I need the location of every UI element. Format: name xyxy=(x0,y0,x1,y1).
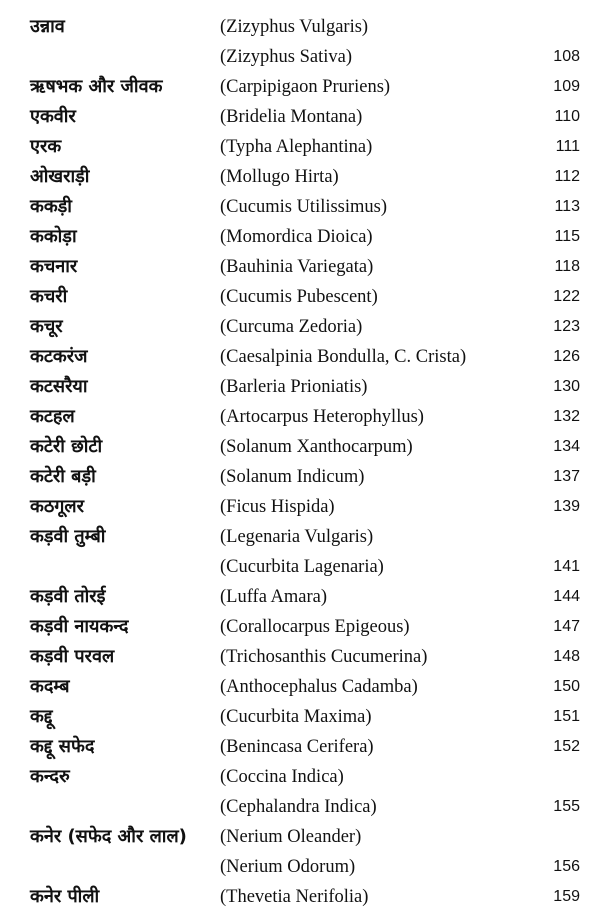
hindi-name: कटेरी छोटी xyxy=(30,436,103,457)
hindi-name: उन्नाव xyxy=(30,16,65,37)
page-number: 147 xyxy=(553,618,580,635)
page-number: 152 xyxy=(553,738,580,755)
index-entry xyxy=(0,852,600,882)
page-number: 159 xyxy=(553,888,580,905)
index-entry xyxy=(0,222,600,252)
index-entry xyxy=(0,492,600,522)
hindi-name: कचूर xyxy=(30,316,63,337)
index-entry xyxy=(0,42,600,72)
index-entry xyxy=(0,792,600,822)
hindi-name: एकवीर xyxy=(30,106,76,127)
index-entry xyxy=(0,822,600,852)
botanical-name: (Cucurbita Lagenaria) xyxy=(220,557,384,577)
page-number: 151 xyxy=(553,708,580,725)
page-number: 115 xyxy=(554,228,580,245)
hindi-name: कनेर (सफेद और लाल) xyxy=(30,826,187,847)
index-entry xyxy=(0,372,600,402)
hindi-name: कड़वी नायकन्द xyxy=(30,616,129,637)
page-number: 112 xyxy=(554,168,580,185)
botanical-name: (Typha Alephantina) xyxy=(220,137,373,157)
page-number: 108 xyxy=(553,48,580,65)
botanical-name: (Luffa Amara) xyxy=(220,587,328,607)
botanical-name: (Nerium Odorum) xyxy=(220,857,356,877)
page-number: 126 xyxy=(553,348,580,365)
botanical-name: (Corallocarpus Epigeous) xyxy=(220,617,410,637)
botanical-name: (Ficus Hispida) xyxy=(220,497,335,517)
page-number: 109 xyxy=(553,78,580,95)
page-number: 144 xyxy=(553,588,580,605)
botanical-name: (Momordica Dioica) xyxy=(220,227,373,247)
hindi-name: कदम्ब xyxy=(30,676,70,697)
hindi-name: कटहल xyxy=(30,406,75,427)
index-entry xyxy=(0,102,600,132)
index-entry xyxy=(0,12,600,42)
index-entry xyxy=(0,342,600,372)
index-entry xyxy=(0,672,600,702)
botanical-name: (Barleria Prioniatis) xyxy=(220,377,368,397)
botanical-name: (Legenaria Vulgaris) xyxy=(220,527,374,547)
index-entry xyxy=(0,732,600,762)
index-entry xyxy=(0,192,600,222)
page-number: 139 xyxy=(553,498,580,515)
hindi-name: कचनार xyxy=(30,256,78,277)
hindi-name: ओखराड़ी xyxy=(30,166,90,187)
page-number: 134 xyxy=(553,438,580,455)
page-number: 113 xyxy=(554,198,580,215)
botanical-name: (Caesalpinia Bondulla, C. Crista) xyxy=(220,347,467,367)
page-number: 132 xyxy=(553,408,580,425)
hindi-name: कटसरैया xyxy=(30,376,88,397)
index-entry xyxy=(0,72,600,102)
botanical-name: (Solanum Xanthocarpum) xyxy=(220,437,413,457)
botanical-name: (Nerium Oleander) xyxy=(220,827,362,847)
botanical-name: (Mollugo Hirta) xyxy=(220,167,339,187)
botanical-name: (Zizyphus Sativa) xyxy=(220,47,353,67)
index-entry xyxy=(0,702,600,732)
hindi-name: कनेर पीली xyxy=(30,886,100,907)
page-number: 150 xyxy=(553,678,580,695)
index-entry xyxy=(0,552,600,582)
hindi-name: कड़वी परवल xyxy=(30,646,115,667)
botanical-name: (Cucumis Pubescent) xyxy=(220,287,378,307)
hindi-name: कटेरी बड़ी xyxy=(30,466,96,487)
botanical-name: (Curcuma Zedoria) xyxy=(220,317,363,337)
botanical-name: (Bridelia Montana) xyxy=(220,107,363,127)
hindi-name: कद्दू xyxy=(30,706,53,727)
botanical-name: (Cucurbita Maxima) xyxy=(220,707,372,727)
index-entry xyxy=(0,522,600,552)
hindi-name: कचरी xyxy=(30,286,68,307)
botanical-name: (Thevetia Nerifolia) xyxy=(220,887,369,907)
index-entry xyxy=(0,462,600,492)
hindi-name: कठगूलर xyxy=(30,496,84,517)
botanical-name: (Artocarpus Heterophyllus) xyxy=(220,407,424,427)
page-number: 118 xyxy=(554,258,580,275)
page-number: 141 xyxy=(553,558,580,575)
page-number: 156 xyxy=(553,858,580,875)
hindi-name: कन्दरु xyxy=(30,766,70,787)
botanical-name: (Benincasa Cerifera) xyxy=(220,737,374,757)
page-number: 110 xyxy=(554,108,580,125)
index-entry xyxy=(0,882,600,912)
index-entry xyxy=(0,162,600,192)
botanical-name: (Coccina Indica) xyxy=(220,767,344,787)
index-entry xyxy=(0,582,600,612)
botanical-name: (Carpipigaon Pruriens) xyxy=(220,77,391,97)
hindi-name: कटकरंज xyxy=(30,346,88,367)
botanical-name: (Cucumis Utilissimus) xyxy=(220,197,388,217)
page-number: 155 xyxy=(553,798,580,815)
index-entry xyxy=(0,642,600,672)
index-entry xyxy=(0,432,600,462)
page-number: 148 xyxy=(553,648,580,665)
hindi-name: कड़वी तुम्बी xyxy=(30,526,106,547)
hindi-name: ककड़ी xyxy=(30,196,72,217)
botanical-name: (Solanum Indicum) xyxy=(220,467,365,487)
page-number: 123 xyxy=(553,318,580,335)
index-entry xyxy=(0,612,600,642)
index-entry xyxy=(0,252,600,282)
page-number: 122 xyxy=(553,288,580,305)
botanical-name: (Anthocephalus Cadamba) xyxy=(220,677,418,697)
hindi-name: कद्दू सफेद xyxy=(30,736,95,757)
botanical-name: (Trichosanthis Cucumerina) xyxy=(220,647,428,667)
hindi-name: ऋषभक और जीवक xyxy=(30,76,163,97)
index-entry xyxy=(0,762,600,792)
page-number: 130 xyxy=(553,378,580,395)
page-number: 137 xyxy=(553,468,580,485)
botanical-name: (Bauhinia Variegata) xyxy=(220,257,374,277)
hindi-name: ककोड़ा xyxy=(30,226,77,247)
botanical-name: (Zizyphus Vulgaris) xyxy=(220,17,369,37)
index-entry xyxy=(0,402,600,432)
index-entry xyxy=(0,132,600,162)
botanical-name: (Cephalandra Indica) xyxy=(220,797,377,817)
hindi-name: कड़वी तोरई xyxy=(30,586,106,607)
hindi-name: एरक xyxy=(30,136,62,157)
page-number: 111 xyxy=(555,138,580,155)
index-entry xyxy=(0,312,600,342)
index-entry xyxy=(0,282,600,312)
